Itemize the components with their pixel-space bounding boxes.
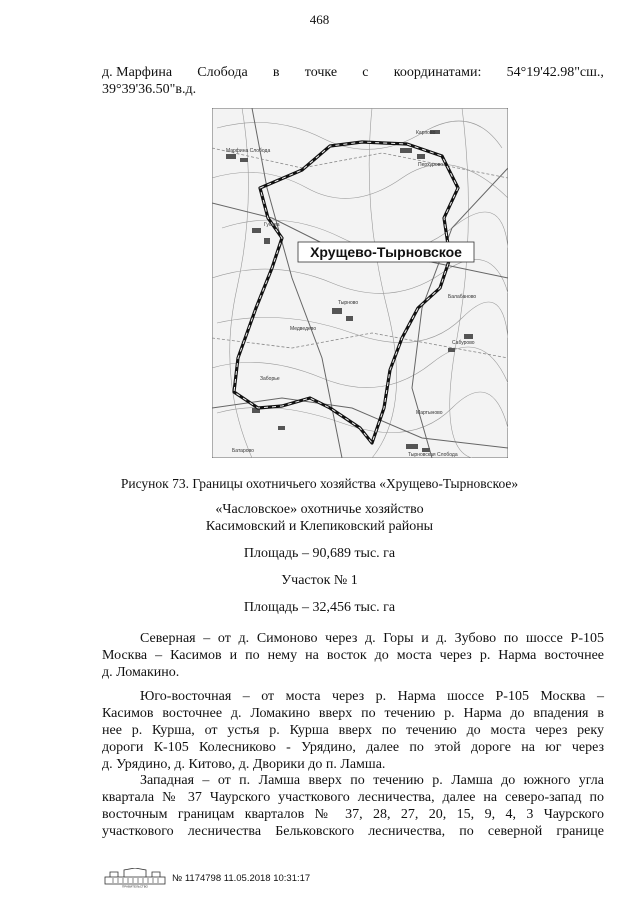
map-place-label: Перхурово xyxy=(418,162,443,168)
figure-caption: Рисунок 73. Границы охотничьего хозяйства «Хрущево-Тырновское» xyxy=(120,476,519,491)
map-place-label: Гусева xyxy=(264,222,280,228)
map-place-label: Тырново xyxy=(338,300,359,306)
page-number: 468 xyxy=(309,12,330,27)
section-districts: Касимовский и Клепиковский районы xyxy=(205,519,434,534)
intro-word: координатами: xyxy=(393,65,482,80)
section-title: «Часловское» охотничье хозяйство xyxy=(215,502,424,517)
map-place-label: Карпово xyxy=(416,130,436,136)
section-plot-area: Площадь – 32,456 тыс. га xyxy=(243,600,396,615)
seal-text: ПРАВИТЕЛЬСТВО xyxy=(122,884,148,888)
map-place-label: Сабурово xyxy=(452,340,475,346)
paragraph-line: д. Урядино, д. Китово, д. Дворики до п. Ламша. xyxy=(102,757,386,772)
paragraph-line: Касимов восточнее д. Ломакино вверх по течению р. Нарма до впадения в xyxy=(102,706,604,721)
section-plot: Участок № 1 xyxy=(281,573,358,588)
map-place-label: Заборье xyxy=(260,376,280,382)
intro-line-2: 39°39'36.50"в.д. xyxy=(102,82,197,97)
map-area-label: Хрущево-Тырновское xyxy=(310,244,462,260)
document-stamp: № 1174798 11.05.2018 10:31:17 xyxy=(172,873,311,884)
government-seal-icon xyxy=(104,868,166,888)
paragraph-line: д. Ломакино. xyxy=(102,665,180,680)
intro-word: д. Марфина xyxy=(102,65,173,80)
intro-word: с xyxy=(362,65,369,80)
map-place-label: Марфина Слобода xyxy=(226,148,271,154)
intro-line-1 xyxy=(102,65,604,81)
paragraph-line: Северная – от д. Симоново через д. Горы и д. Зубово по шоссе Р-105 xyxy=(140,631,604,646)
intro-word: Слобода xyxy=(197,65,248,80)
map-place-label: Медведево xyxy=(290,326,317,332)
paragraph-line: восточным границам кварталов № 37, 28, 27, 20, 15, 9, 4, 3 Чаурского xyxy=(102,807,604,822)
paragraph-line: Москва – Касимов и по нему на восток до моста через р. Нарма восточнее xyxy=(102,648,604,663)
section-area-total: Площадь – 90,689 тыс. га xyxy=(243,546,396,561)
paragraph-line: Юго-восточная – от моста через р. Нарма шоссе Р-105 Москва – xyxy=(140,689,604,704)
paragraph-line: нее р. Курша, от устья р. Курша вверх по течению до моста через реку xyxy=(102,723,604,738)
paragraph-line: Западная – от п. Ламша вверх по течению р. Ламша до южного угла xyxy=(140,773,604,788)
intro-word: 54°19'42.98"сш., xyxy=(506,65,604,80)
paragraph-line: квартала № 37 Чаурского участкового лесничества, далее на северо-запад по xyxy=(102,790,604,805)
paragraph-line: дороги К-105 Колесниково - Урядино, далее по этой дороге на юг через xyxy=(102,740,604,755)
map-place-label: Тырновская Слобода xyxy=(408,452,458,458)
map-place-label: Батарово xyxy=(232,448,254,454)
map-place-label: Балабаново xyxy=(448,294,477,300)
map-place-label: Мартыново xyxy=(416,410,443,416)
intro-word: точке xyxy=(304,65,338,80)
intro-word: в xyxy=(272,65,280,80)
boundary-map xyxy=(212,108,508,458)
paragraph-line: участкового лесничества Бельковского лесничества, по северной границе xyxy=(102,824,604,839)
